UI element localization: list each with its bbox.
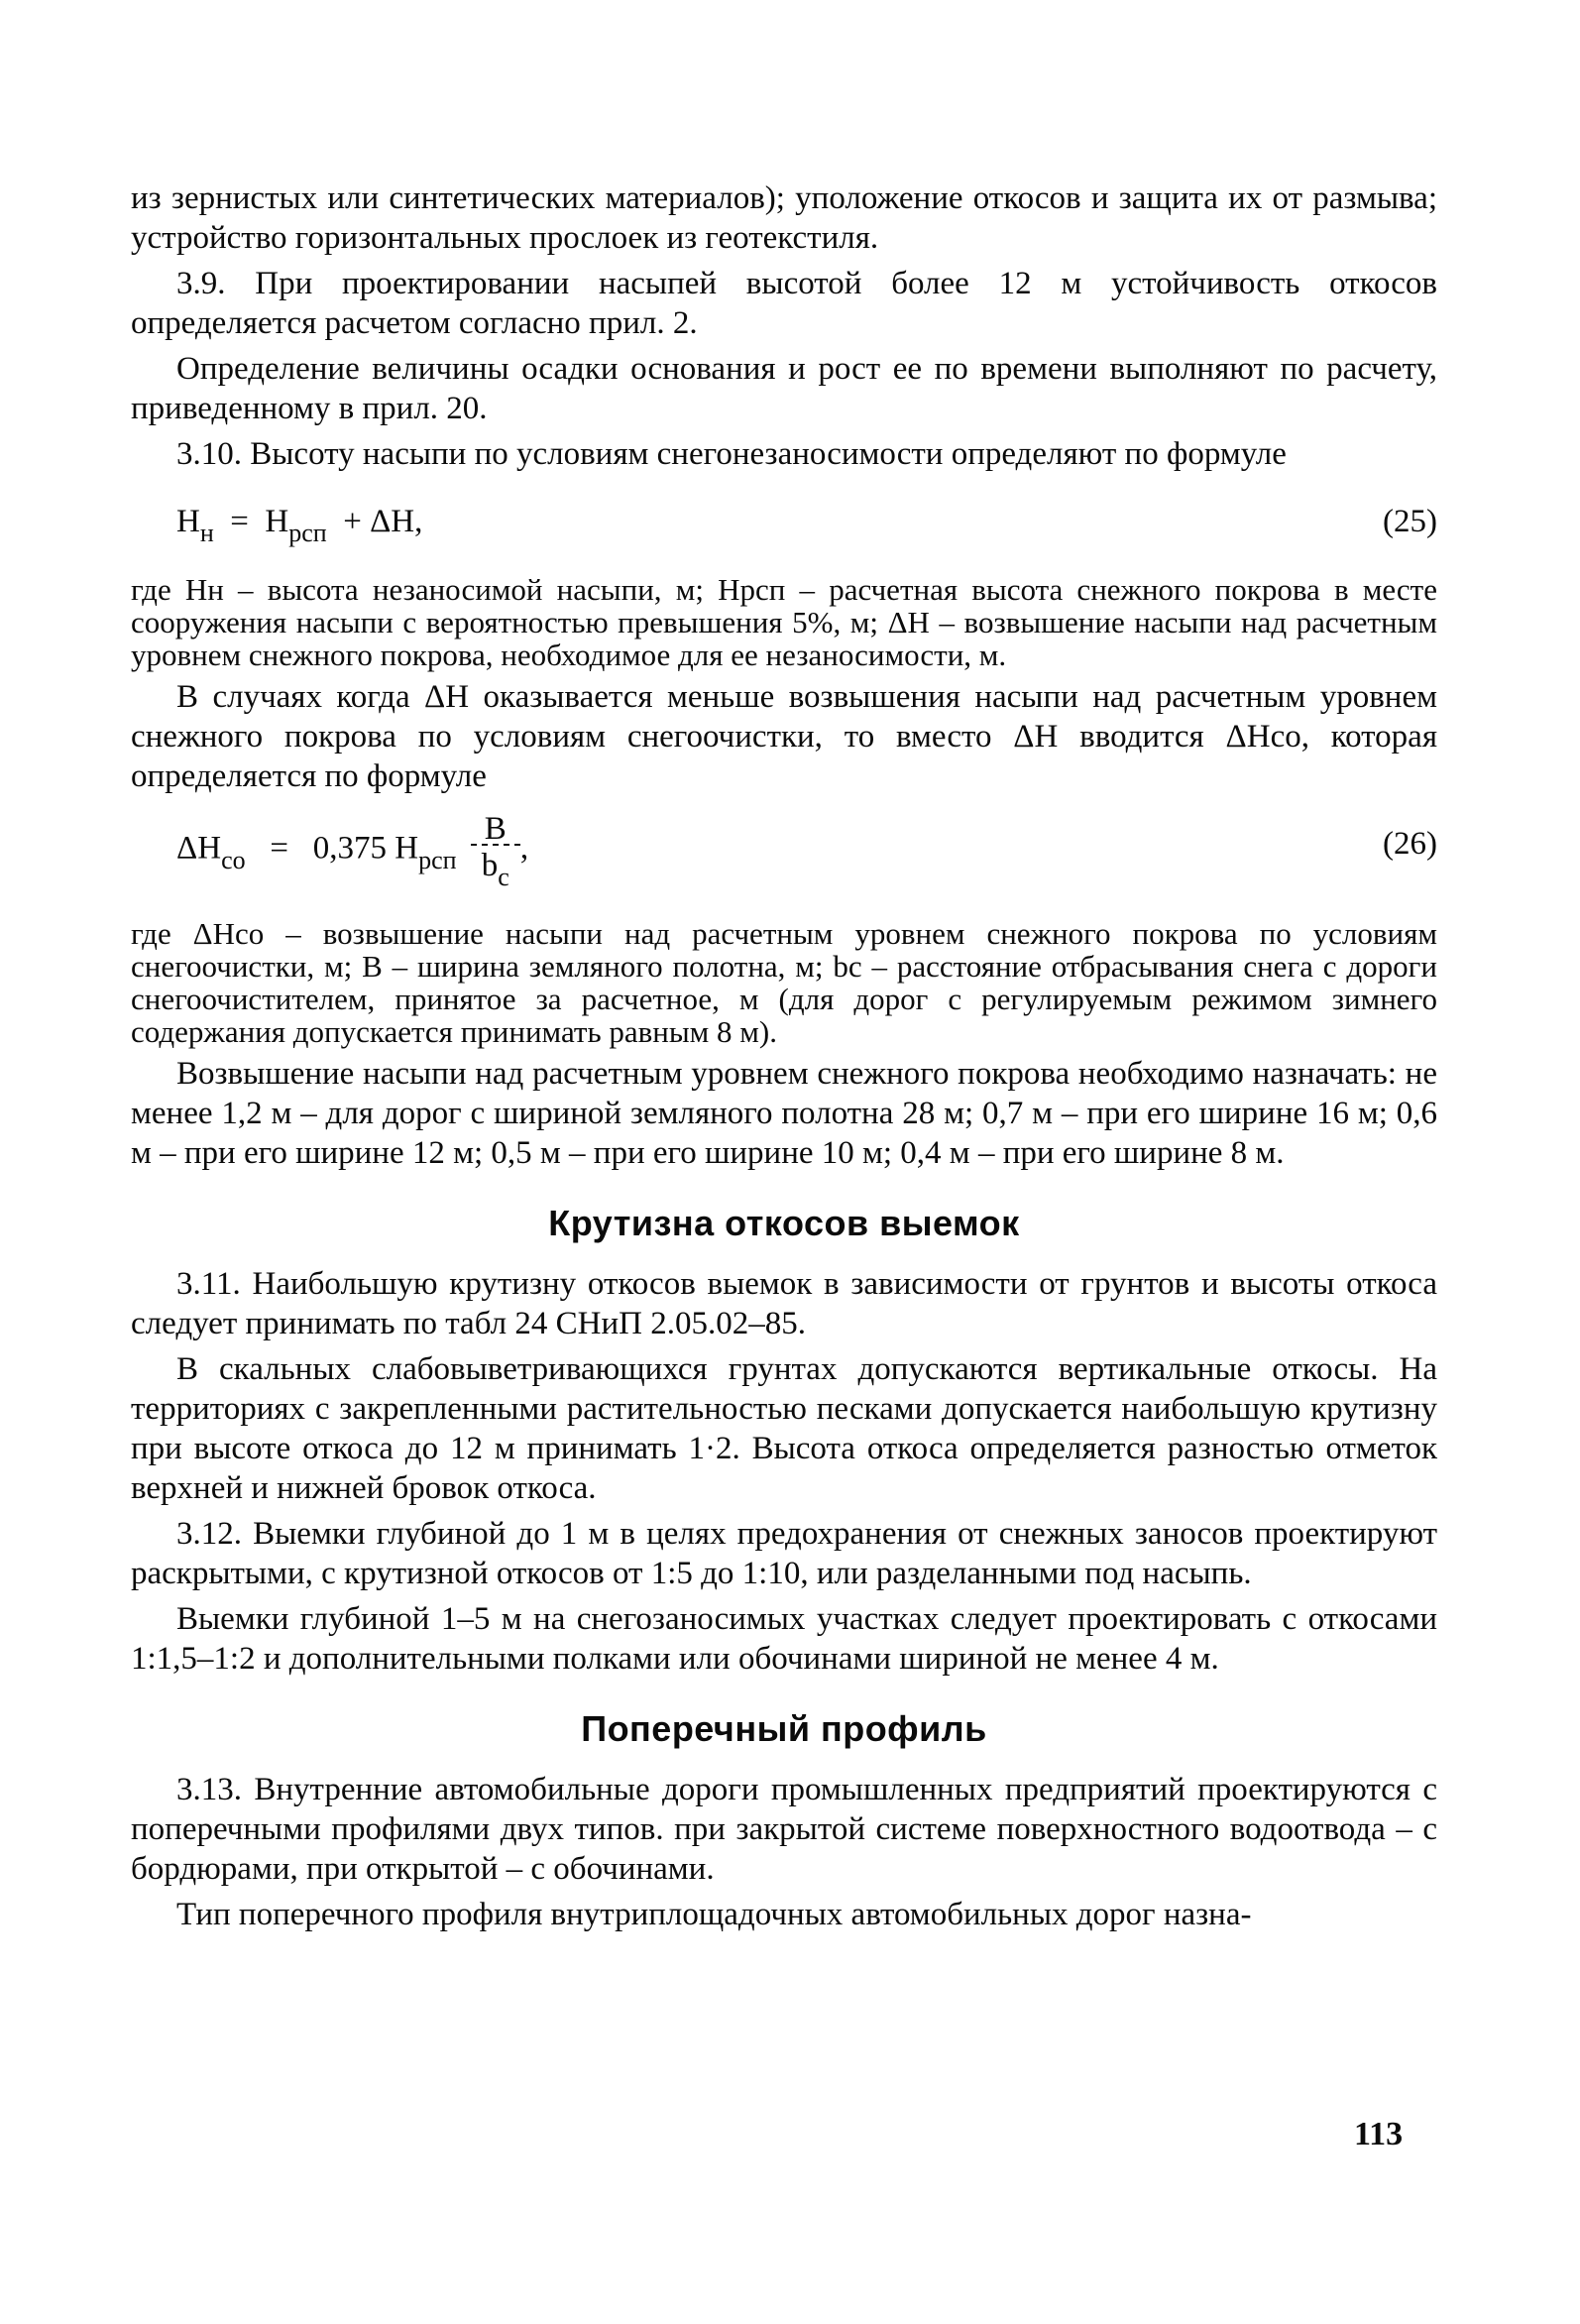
paragraph-explanation-26: где ΔHсо – возвышение насыпи над расчетным уровнем снежного покрова по условиям снегоочистки, м; B – ширина земляного полотна, м; bc – расстояние отбрасывания снега с дороги снегоочистителем, принятое за расчетное, м (для дорог с регулируемым режимом зимнего содержания допускается принимать равным 8 м). <box>131 916 1437 1049</box>
formula-number: (26) <box>1383 826 1437 862</box>
formula-26-expression: $\Delta H_{со}$ = 0,375 $H_{рсп}$ $\frac{B}{b_c}$ , <box>176 811 529 891</box>
paragraph: В скальных слабовыветривающихся грунтах допускаются вертикальные откосы. На территориях с закрепленными растительностью песками допускается наибольшую крутизну при высоте откоса до 12 м принимать 1·2. Высота откоса определяется разностью отметок верхней и нижней бровок откоса. <box>131 1351 1437 1506</box>
paragraph-3-10: 3.10. Высоту насыпи по условиям снегонезаносимости определяют по формуле <box>176 436 1287 472</box>
paragraph-3-12: 3.12. Выемки глубиной до 1 м в целях предохранения от снежных заносов проектируют раскрытыми, с крутизной откосов от 1:5 до 1:10, или разделанными под насыпь. <box>131 1516 1437 1591</box>
paragraph: В случаях когда ΔH оказывается меньше возвышения насыпи над расчетным уровнем снежного покрова по условиям снегоочистки, то вместо ΔH вводится ΔHсо, которая определяется по формуле <box>131 679 1437 794</box>
formula-26 <box>131 806 1437 905</box>
paragraph: из зернистых или синтетических материалов); уположение откосов и защита их от размыва; устройство горизонтальных прослоек из геотекстиля. <box>131 180 1437 256</box>
paragraph: Определение величины осадки основания и рост ее по времени выполняют по расчету, приведенному в прил. 20. <box>131 351 1437 426</box>
paragraph-3-11: 3.11. Наибольшую крутизну откосов выемок в зависимости от грунтов и высоты откоса следует принимать по табл 24 СНиП 2.05.02–85. <box>131 1266 1437 1341</box>
section-heading: Поперечный профиль <box>581 1708 987 1749</box>
paragraph-3-9: 3.9. При проектировании насыпей высотой более 12 м устойчивость откосов определяется расчетом согласно прил. 2. <box>131 266 1437 341</box>
section-heading: Крутизна откосов выемок <box>548 1203 1020 1243</box>
fraction: $\frac{B}{b_c}$ <box>471 814 520 887</box>
paragraph: Выемки глубиной 1–5 м на снегозаносимых участках следует проектировать с откосами 1:1,5–1:2 и дополнительными полками или обочинами шириной не менее 4 м. <box>131 1601 1437 1677</box>
formula-25 <box>131 484 1437 561</box>
document-page <box>131 178 1437 1940</box>
paragraph-3-13: 3.13. Внутренние автомобильные дороги промышленных предприятий проектируются с поперечными профилями двух типов. при закрытой системе поверхностного водоотвода – с бордюрами, при открытой – с обочинами. <box>131 1772 1437 1887</box>
page-number: 113 <box>1354 2116 1404 2152</box>
paragraph-explanation-25: где Hн – высота незаносимой насыпи, м; Hрсп – расчетная высота снежного покрова в месте сооружения насыпи с вероятностью превышения 5%, м; ΔH – возвышение насыпи над расчетным уровнем снежного покрова, необходимое для ее незаносимости, м. <box>131 572 1437 672</box>
formula-25-expression: $H_н = H_{рсп} + \Delta H$, <box>176 504 423 547</box>
paragraph: Возвышение насыпи над расчетным уровнем снежного покрова необходимо назначать: не менее 1,2 м – для дорог с шириной земляного полотна 28 м; 0,7 м – при его ширине 16 м; 0,6 м – при его ширине 12 м; 0,5 м – при его ширине 10 м; 0,4 м – при его ширине 8 м. <box>131 1056 1437 1171</box>
formula-number: (25) <box>1383 504 1437 539</box>
paragraph: Тип поперечного профиля внутриплощадочных автомобильных дорог назна- <box>176 1897 1252 1932</box>
